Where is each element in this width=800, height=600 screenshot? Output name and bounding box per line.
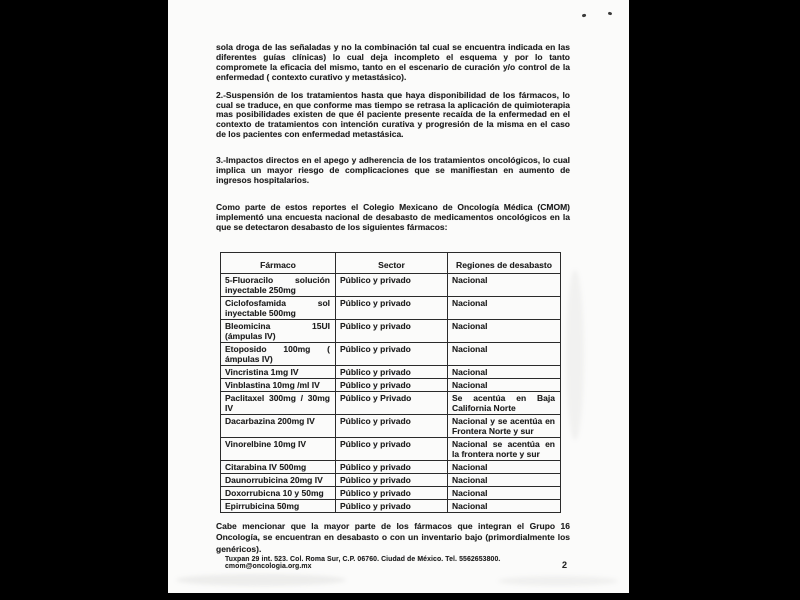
cell-sector: Público y privado (336, 365, 448, 378)
cell-regiones: Nacional (448, 319, 561, 342)
document-body (216, 43, 570, 555)
cell-regiones: Nacional y se acentúa en Frontera Norte y sur (448, 414, 561, 437)
footer-address: Tuxpan 29 int. 523. Col. Roma Sur, C.P. 06760. Ciudad de México. Tel. 5562653800. cmom@oncologia.org.mx (225, 556, 501, 570)
cell-sector: Público y Privado (336, 391, 448, 414)
table-row (221, 499, 561, 512)
cell-regiones: Nacional (448, 486, 561, 499)
scan-speck (582, 14, 587, 17)
scan-smudge (176, 574, 346, 586)
cell-farmaco: Citarabina IV 500mg (221, 460, 336, 473)
cell-farmaco: Vinblastina 10mg /ml IV (221, 378, 336, 391)
column-header-regiones: Regiones de desabasto (448, 252, 561, 273)
column-header-farmaco: Fármaco (221, 252, 336, 273)
table-row (221, 365, 561, 378)
cell-farmaco: Vinorelbine 10mg IV (221, 437, 336, 460)
cell-sector: Público y privado (336, 273, 448, 296)
column-header-sector: Sector (336, 252, 448, 273)
document-page (168, 0, 629, 593)
cell-regiones: Nacional (448, 473, 561, 486)
body-paragraph-2: 2.-Suspensión de los tratamientos hasta que haya disponibilidad de los fármacos, lo cual se traduce, en que conforme mas tiempo se retrasa la aplicación de quimioterapia mas posibilidades existen de que él paciente presente recaída de la enfermedad en el contexto de tratamientos con intención curativa y progresión de la misma en el caso de los pacientes con enfermedad metastásica. (216, 89, 570, 140)
table-row (221, 378, 561, 391)
cell-farmaco: Paclitaxel 300mg / 30mg IV (221, 391, 336, 414)
table-row (221, 319, 561, 342)
cell-regiones: Nacional (448, 273, 561, 296)
cell-sector: Público y privado (336, 437, 448, 460)
page-footer (225, 556, 567, 570)
cell-farmaco: Epirrubicina 50mg (221, 499, 336, 512)
body-paragraph-4: Como parte de estos reportes el Colegio Mexicano de Oncología Médica (CMOM) implementó una encuesta nacional de desabasto de medicamentos oncológicos en la que se detectaron desabasto de los siguientes fármacos: (216, 201, 570, 232)
cell-regiones: Nacional se acentúa en la frontera norte y sur (448, 437, 561, 460)
table-row (221, 414, 561, 437)
cell-farmaco: Dacarbazina 200mg IV (221, 414, 336, 437)
closing-paragraph: Cabe mencionar que la mayor parte de los fármacos que integran el Grupo 16 Oncología, se encuentran en desabasto o con un inventario bajo (primordialmente los genéricos). (216, 520, 570, 554)
cell-sector: Público y privado (336, 296, 448, 319)
cell-sector: Público y privado (336, 486, 448, 499)
cell-sector: Público y privado (336, 342, 448, 365)
table-row (221, 473, 561, 486)
cell-sector: Público y privado (336, 499, 448, 512)
table-header-row (221, 252, 561, 273)
page-number: 2 (561, 560, 567, 570)
cell-farmaco: Vincristina 1mg IV (221, 365, 336, 378)
cell-sector: Público y privado (336, 473, 448, 486)
cell-sector: Público y privado (336, 460, 448, 473)
cell-farmaco: Bleomicina 15UI (ámpulas IV) (221, 319, 336, 342)
cell-sector: Público y privado (336, 319, 448, 342)
body-paragraph-1: sola droga de las señaladas y no la combinación tal cual se encuentra indicada en las diferentes guías clínicas) lo cual deja incompleto el esquema y por lo tanto compromete la eficacia del mismo, tanto en el escenario de curación y/o control de la enfermedad ( contexto curativo y metastásico). (216, 42, 570, 82)
cell-regiones: Se acentúa en Baja California Norte (448, 391, 561, 414)
cell-sector: Público y privado (336, 414, 448, 437)
drug-shortage-table (220, 252, 561, 513)
cell-farmaco: Daunorrubicina 20mg IV (221, 473, 336, 486)
cell-regiones: Nacional (448, 296, 561, 319)
table-row (221, 342, 561, 365)
cell-regiones: Nacional (448, 342, 561, 365)
table-row (221, 486, 561, 499)
body-paragraph-3: 3.-Impactos directos en el apego y adherencia de los tratamientos oncológicos, lo cual implica un mayor riesgo de complicaciones que se manifiestan en aumento de ingresos hospitalarios. (216, 155, 570, 185)
table-row (221, 391, 561, 414)
cell-sector: Público y privado (336, 378, 448, 391)
cell-farmaco: Ciclofosfamida sol inyectable 500mg (221, 296, 336, 319)
table-row (221, 460, 561, 473)
scan-smudge (566, 270, 584, 440)
table-row (221, 273, 561, 296)
table-row (221, 296, 561, 319)
cell-regiones: Nacional (448, 378, 561, 391)
cell-regiones: Nacional (448, 499, 561, 512)
cell-farmaco: Doxorrubicna 10 y 50mg (221, 486, 336, 499)
scan-smudge (498, 576, 618, 586)
table-row (221, 437, 561, 460)
cell-farmaco: 5-Fluoracilo solución inyectable 250mg (221, 273, 336, 296)
cell-regiones: Nacional (448, 460, 561, 473)
cell-farmaco: Etoposido 100mg ( ámpulas IV) (221, 342, 336, 365)
scan-speck (608, 11, 613, 15)
cell-regiones: Nacional (448, 365, 561, 378)
